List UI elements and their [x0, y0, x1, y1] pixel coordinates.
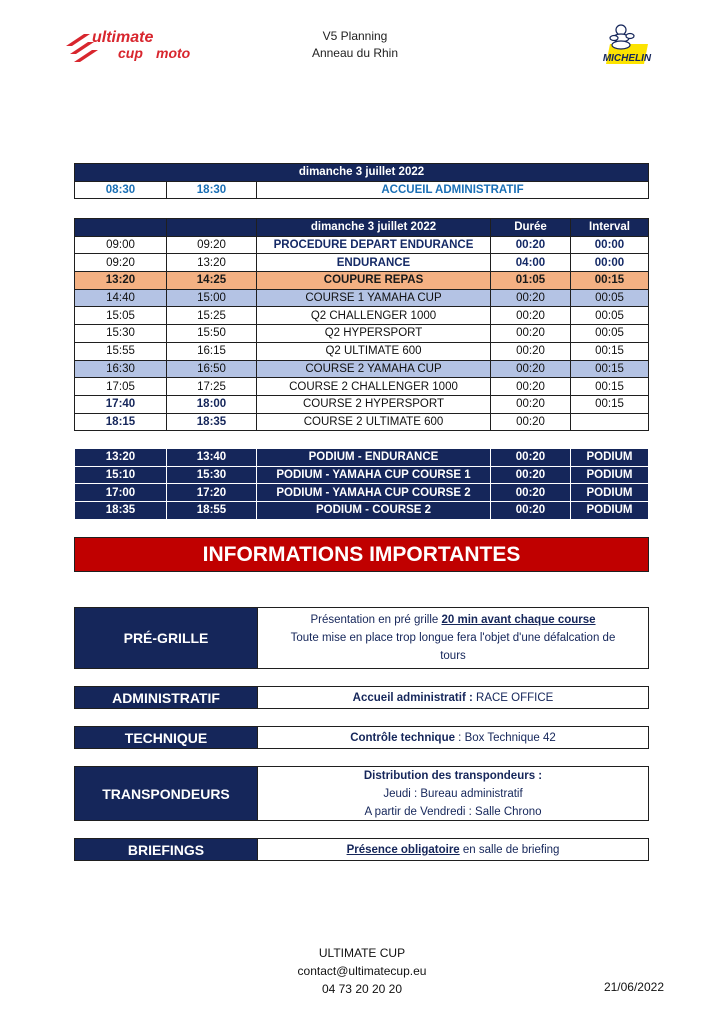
- row-end: 14:25: [167, 272, 257, 290]
- administratif-label: ADMINISTRATIF: [75, 687, 257, 708]
- row-interval: 00:05: [571, 307, 649, 325]
- row-duree: 00:20: [491, 342, 571, 360]
- pregrille-line1: [310, 611, 595, 629]
- pregrille-line2: Toute mise en place trop longue fera l'objet d'une défalcation de: [290, 632, 616, 644]
- row-duree: 00:20: [491, 360, 571, 378]
- transpondeurs-line1: Jeudi : Bureau administratif: [383, 787, 523, 800]
- row-start: 09:20: [75, 254, 167, 272]
- podium-duree: 00:20: [491, 502, 571, 520]
- row-duree: 04:00: [491, 254, 571, 272]
- podium-start: 17:00: [75, 484, 167, 502]
- podium-label: PODIUM - YAMAHA CUP COURSE 1: [257, 466, 491, 484]
- podium-type: PODIUM: [571, 484, 649, 502]
- row-end: 09:20: [167, 236, 257, 254]
- technique-block: [74, 726, 649, 749]
- planning-table: [74, 218, 649, 431]
- row-interval: 00:00: [571, 254, 649, 272]
- briefings-key: Présence obligatoire: [346, 843, 460, 856]
- row-end: 15:00: [167, 289, 257, 307]
- informations-banner: INFORMATIONS IMPORTANTES: [74, 537, 649, 572]
- row-label: Q2 ULTIMATE 600: [257, 342, 491, 360]
- podium-type: PODIUM: [571, 449, 649, 467]
- podium-start: 15:10: [75, 466, 167, 484]
- header-title: [280, 28, 430, 62]
- planning-row: [75, 289, 649, 307]
- planning-row: [75, 395, 649, 413]
- podium-duree: 00:20: [491, 466, 571, 484]
- row-label: COURSE 2 ULTIMATE 600: [257, 413, 491, 431]
- row-end: 15:50: [167, 325, 257, 343]
- row-label: PROCEDURE DEPART ENDURANCE: [257, 236, 491, 254]
- pregrille-body: [257, 608, 648, 668]
- briefings-body: [257, 839, 648, 860]
- podium-start: 13:20: [75, 449, 167, 467]
- row-end: 16:50: [167, 360, 257, 378]
- header-empty-1: [75, 219, 167, 237]
- row-duree: 00:20: [491, 395, 571, 413]
- row-start: 15:55: [75, 342, 167, 360]
- header-empty-2: [167, 219, 257, 237]
- administratif-key: Accueil administratif :: [352, 691, 473, 704]
- row-end: 16:15: [167, 342, 257, 360]
- row-duree: 00:20: [491, 378, 571, 396]
- row-start: 14:40: [75, 289, 167, 307]
- footer-phone: 04 73 20 20 20: [321, 982, 403, 996]
- accueil-table: [74, 163, 649, 199]
- row-start: 17:05: [75, 378, 167, 396]
- planning-row: [75, 236, 649, 254]
- row-start: 13:20: [75, 272, 167, 290]
- row-label: Q2 HYPERSPORT: [257, 325, 491, 343]
- accueil-label: ACCUEIL ADMINISTRATIF: [257, 181, 649, 199]
- podium-label: PODIUM - COURSE 2: [257, 502, 491, 520]
- planning-row: [75, 413, 649, 431]
- footer-date: 21/06/2022: [603, 980, 664, 994]
- row-interval: 00:05: [571, 289, 649, 307]
- row-interval: 00:15: [571, 378, 649, 396]
- row-interval: 00:15: [571, 395, 649, 413]
- technique-key: Contrôle technique: [350, 731, 455, 744]
- podium-end: 17:20: [167, 484, 257, 502]
- briefings-value: en salle de briefing: [459, 843, 560, 856]
- row-label: COUPURE REPAS: [257, 272, 491, 290]
- podium-table: [74, 448, 649, 520]
- podium-end: 18:55: [167, 502, 257, 520]
- row-end: 18:35: [167, 413, 257, 431]
- transpondeurs-label: TRANSPONDEURS: [75, 767, 257, 820]
- row-duree: 00:20: [491, 413, 571, 431]
- row-start: 17:40: [75, 395, 167, 413]
- transpondeurs-title: Distribution des transpondeurs :: [363, 769, 543, 782]
- accueil-start: 08:30: [75, 181, 167, 199]
- row-start: 15:30: [75, 325, 167, 343]
- transpondeurs-block: [74, 766, 649, 821]
- footer-contact: [262, 944, 462, 998]
- row-duree: 00:20: [491, 325, 571, 343]
- row-end: 13:20: [167, 254, 257, 272]
- transpondeurs-body: [257, 767, 648, 820]
- administratif-value: RACE OFFICE: [472, 691, 554, 704]
- logo-word-moto: moto: [156, 45, 191, 61]
- planning-row: [75, 360, 649, 378]
- podium-row: [75, 502, 649, 520]
- logo-word-cup: cup: [118, 45, 143, 61]
- briefings-block: [74, 838, 649, 861]
- planning-version: V5 Planning: [322, 29, 388, 43]
- planning-rows: [75, 236, 649, 431]
- row-interval: 00:15: [571, 272, 649, 290]
- podium-duree: 00:20: [491, 449, 571, 467]
- footer-org: ULTIMATE CUP: [318, 946, 406, 960]
- row-duree: 00:20: [491, 236, 571, 254]
- planning-row: [75, 254, 649, 272]
- podium-row: [75, 484, 649, 502]
- row-interval: 00:00: [571, 236, 649, 254]
- row-interval: [571, 413, 649, 431]
- podium-start: 18:35: [75, 502, 167, 520]
- podium-label: PODIUM - ENDURANCE: [257, 449, 491, 467]
- header-date: dimanche 3 juillet 2022: [257, 219, 491, 237]
- transpondeurs-line2: A partir de Vendredi : Salle Chrono: [364, 805, 542, 818]
- technique-body: [257, 727, 648, 748]
- planning-row: [75, 378, 649, 396]
- row-start: 16:30: [75, 360, 167, 378]
- row-interval: 00:15: [571, 342, 649, 360]
- planning-row: [75, 307, 649, 325]
- header-interval: Interval: [571, 219, 649, 237]
- podium-row: [75, 449, 649, 467]
- row-duree: 00:20: [491, 289, 571, 307]
- row-duree: 01:05: [491, 272, 571, 290]
- row-label: COURSE 2 HYPERSPORT: [257, 395, 491, 413]
- pregrille-block: [74, 607, 649, 669]
- header-duree: Durée: [491, 219, 571, 237]
- row-end: 18:00: [167, 395, 257, 413]
- row-duree: 00:20: [491, 307, 571, 325]
- michelin-logo: [588, 24, 666, 66]
- row-start: 15:05: [75, 307, 167, 325]
- technique-value: : Box Technique 42: [454, 731, 556, 744]
- row-label: COURSE 2 YAMAHA CUP: [257, 360, 491, 378]
- administratif-body: [257, 687, 648, 708]
- row-label: Q2 CHALLENGER 1000: [257, 307, 491, 325]
- administratif-block: [74, 686, 649, 709]
- logo-word-ultimate: ultimate: [92, 29, 154, 46]
- technique-label: TECHNIQUE: [75, 727, 257, 748]
- podium-type: PODIUM: [571, 466, 649, 484]
- row-interval: 00:15: [571, 360, 649, 378]
- pregrille-line1-prefix: Présentation en pré grille: [310, 614, 442, 626]
- ultimate-cup-moto-logo: [62, 24, 208, 62]
- planning-row: [75, 272, 649, 290]
- podium-rows: [75, 449, 649, 520]
- podium-label: PODIUM - YAMAHA CUP COURSE 2: [257, 484, 491, 502]
- briefings-label: BRIEFINGS: [75, 839, 257, 860]
- row-label: COURSE 1 YAMAHA CUP: [257, 289, 491, 307]
- circuit-name: Anneau du Rhin: [311, 46, 399, 60]
- podium-duree: 00:20: [491, 484, 571, 502]
- podium-row: [75, 466, 649, 484]
- podium-type: PODIUM: [571, 502, 649, 520]
- row-start: 09:00: [75, 236, 167, 254]
- row-interval: 00:05: [571, 325, 649, 343]
- planning-row: [75, 342, 649, 360]
- accueil-date: dimanche 3 juillet 2022: [75, 164, 649, 182]
- pregrille-line1-emph: 20 min avant chaque course: [441, 614, 596, 626]
- row-label: COURSE 2 CHALLENGER 1000: [257, 378, 491, 396]
- row-label: ENDURANCE: [257, 254, 491, 272]
- row-start: 18:15: [75, 413, 167, 431]
- pregrille-label: PRÉ-GRILLE: [75, 608, 257, 668]
- podium-end: 15:30: [167, 466, 257, 484]
- podium-end: 13:40: [167, 449, 257, 467]
- footer-email: contact@ultimatecup.eu: [297, 964, 427, 978]
- michelin-wordmark: MICHELIN: [602, 53, 652, 64]
- pregrille-line3: tours: [440, 650, 466, 662]
- accueil-end: 18:30: [167, 181, 257, 199]
- row-end: 15:25: [167, 307, 257, 325]
- row-end: 17:25: [167, 378, 257, 396]
- planning-row: [75, 325, 649, 343]
